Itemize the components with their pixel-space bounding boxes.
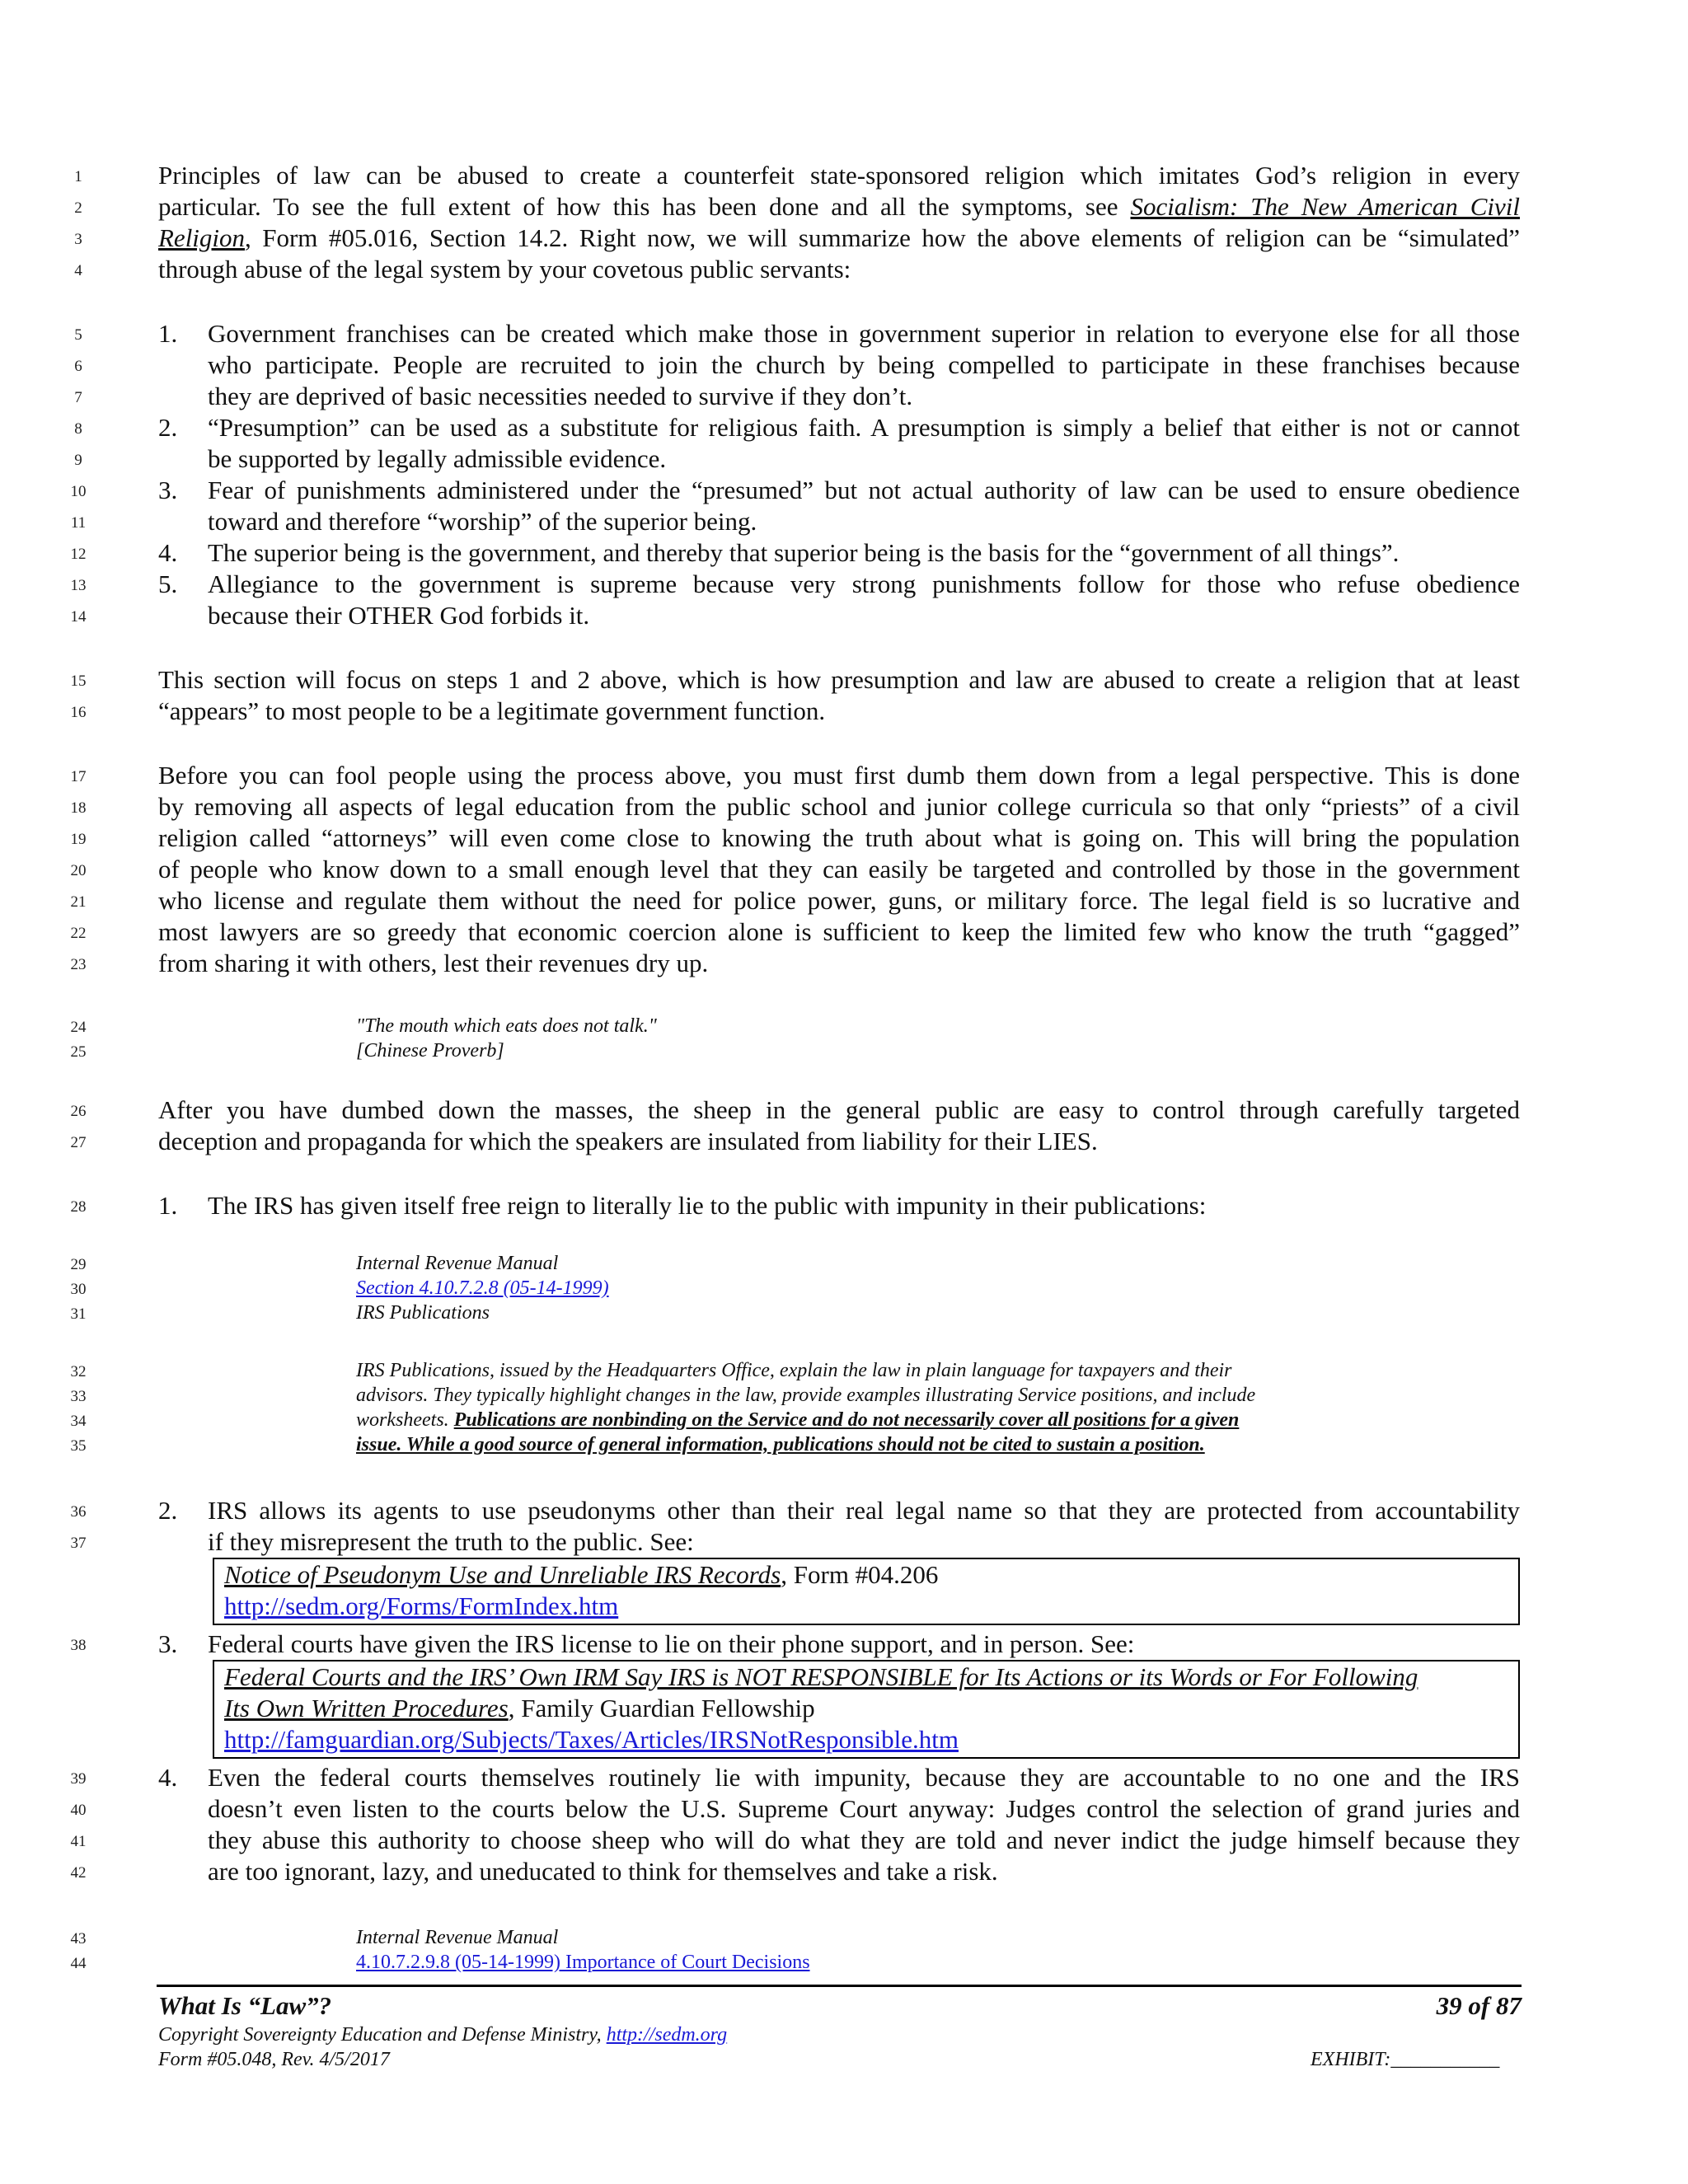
paragraph-line: Before you can fool people using the process above, you must first dumb them down from a legal perspective. This is done [158, 761, 1520, 790]
irs-not-responsible-link[interactable]: Its Own Written Procedures [224, 1694, 509, 1722]
reference-title [224, 1693, 1508, 1724]
list-item-line: be supported by legally admissible evidence. [208, 444, 667, 473]
paragraph-line [158, 191, 1520, 223]
exhibit-label: EXHIBIT:___________ [1311, 2049, 1500, 2070]
text-span: , Family Guardian Fellowship [508, 1694, 815, 1722]
list-number: 2. [158, 1496, 178, 1525]
paragraph-line: through abuse of the legal system by your covetous public servants: [158, 255, 851, 284]
line-number: 4 [74, 262, 82, 279]
line-number: 23 [70, 956, 87, 973]
line-number: 43 [70, 1930, 87, 1947]
line-number: 24 [70, 1019, 87, 1036]
list-item-line: The IRS has given itself free reign to literally lie to the public with impunity in their publications: [208, 1191, 1207, 1220]
line-number: 21 [70, 893, 87, 911]
line-number: 18 [70, 799, 87, 817]
line-number: 15 [70, 673, 87, 690]
irm-text [356, 1408, 1239, 1432]
paragraph-line: most lawyers are so greedy that economic coercion alone is sufficient to keep the limited few who know the truth “gagged” [158, 917, 1520, 946]
list-number: 3. [158, 476, 178, 504]
line-number: 27 [70, 1134, 87, 1151]
copyright-line [158, 2024, 727, 2046]
list-item-line: Government franchises can be created which make those in government superior in relation to everyone else for all those [208, 319, 1520, 348]
line-number: 9 [74, 452, 82, 469]
line-number: 2 [74, 199, 82, 217]
page-number: 39 of 87 [1436, 1991, 1522, 2020]
list-item-line: because their OTHER God forbids it. [208, 601, 590, 630]
line-number: 39 [70, 1770, 87, 1788]
line-number: 13 [70, 577, 87, 594]
reference-box [213, 1660, 1520, 1759]
line-number: 10 [70, 483, 87, 500]
line-number: 29 [70, 1256, 87, 1273]
line-number: 20 [70, 862, 87, 879]
list-number: 4. [158, 538, 178, 567]
list-number: 1. [158, 1191, 178, 1220]
line-number: 37 [70, 1535, 87, 1552]
line-number: 32 [70, 1363, 87, 1380]
text-span: particular. To see the full extent of how this has been done and all the symptoms, see [158, 192, 1131, 221]
line-number: 33 [70, 1388, 87, 1405]
list-item-line: toward and therefore “worship” of the superior being. [208, 507, 757, 536]
list-number: 3. [158, 1629, 178, 1658]
line-number: 28 [70, 1198, 87, 1216]
list-item-line: are too ignorant, lazy, and uneducated to think for themselves and take a risk. [208, 1857, 998, 1886]
paragraph-line: deception and propaganda for which the speakers are insulated from liability for their LIES. [158, 1127, 1098, 1155]
line-number: 5 [74, 326, 82, 344]
line-number: 36 [70, 1503, 87, 1521]
emphasis-text: issue. While a good source of general information, publications should not be cited to sustain a position. [356, 1434, 1205, 1455]
line-number: 42 [70, 1864, 87, 1882]
sedm-home-link[interactable]: http://sedm.org [606, 2024, 728, 2046]
irm-section-link[interactable]: Section 4.10.7.2.8 (05-14-1999) [356, 1277, 609, 1299]
paragraph-line: After you have dumbed down the masses, the sheep in the general public are easy to control through carefully targeted [158, 1095, 1520, 1124]
text-span: Copyright Sovereignty Education and Defense Ministry, [158, 2024, 607, 2046]
line-number: 8 [74, 420, 82, 438]
text-span: , Form #04.206 [781, 1560, 939, 1589]
irm-text: IRS Publications, issued by the Headquarters Office, explain the law in plain language for taxpayers and their [356, 1360, 1232, 1381]
line-number: 14 [70, 608, 87, 626]
paragraph-line: Principles of law can be abused to create a counterfeit state-sponsored religion which imitates God’s religion in every [158, 161, 1520, 190]
paragraph-line: of people who know down to a small enough level that they can easily be targeted and controlled by those in the government [158, 855, 1520, 883]
line-number: 44 [70, 1955, 87, 1972]
list-item-line: Fear of punishments administered under the “presumed” but not actual authority of law can be used to ensure obedience [208, 476, 1520, 504]
paragraph-line: This section will focus on steps 1 and 2 above, which is how presumption and law are abused to create a religion that at least [158, 665, 1520, 694]
irm-court-decisions-link[interactable]: 4.10.7.2.9.8 (05-14-1999) Importance of Court Decisions [356, 1952, 810, 1973]
line-number: 1 [74, 168, 82, 185]
line-number: 35 [70, 1437, 87, 1455]
irm-heading: IRS Publications [356, 1302, 490, 1324]
text-span: , Form #05.016, Section 14.2. Right now, we will summarize how the above elements of religion can be “simulated” [245, 223, 1520, 252]
line-number: 34 [70, 1413, 87, 1430]
line-number: 16 [70, 704, 87, 721]
proverb-source: [Chinese Proverb] [356, 1040, 504, 1062]
pseudonym-notice-link[interactable]: Notice of Pseudonym Use and Unreliable IRS Records [224, 1560, 781, 1589]
list-item-line: Federal courts have given the IRS license to lie on their phone support, and in person. See: [208, 1629, 1135, 1658]
line-number: 11 [70, 514, 87, 532]
document-title: What Is “Law”? [158, 1991, 332, 2020]
list-number: 5. [158, 569, 178, 598]
line-number: 41 [70, 1833, 87, 1850]
footer-divider [157, 1985, 1522, 1987]
paragraph-line: who license and regulate them without the need for police power, guns, or military force. The legal field is so lucrative and [158, 886, 1520, 915]
sedm-forms-url-link[interactable]: http://sedm.org/Forms/FormIndex.htm [224, 1591, 619, 1620]
list-item-line: who participate. People are recruited to join the church by being compelled to participate in these franchises because [208, 350, 1520, 379]
list-item-line: “Presumption” can be used as a substitute for religious faith. A presumption is simply a belief that either is not or cannot [208, 413, 1520, 442]
line-number: 3 [74, 231, 82, 248]
paragraph-line: from sharing it with others, lest their revenues dry up. [158, 949, 709, 977]
line-number: 19 [70, 831, 87, 848]
proverb-quote: "The mouth which eats does not talk." [356, 1015, 657, 1037]
form-revision: Form #05.048, Rev. 4/5/2017 [158, 2049, 390, 2070]
line-number: 22 [70, 925, 87, 942]
list-item-line: they are deprived of basic necessities needed to survive if they don’t. [208, 382, 913, 410]
famguardian-url-link[interactable]: http://famguardian.org/Subjects/Taxes/Articles/IRSNotResponsible.htm [224, 1725, 959, 1754]
line-number: 40 [70, 1802, 87, 1819]
list-number: 4. [158, 1763, 178, 1792]
list-number: 2. [158, 413, 178, 442]
line-number: 25 [70, 1043, 87, 1061]
reference-box [213, 1558, 1520, 1625]
line-number: 17 [70, 768, 87, 785]
religion-link[interactable]: Religion [158, 223, 246, 252]
emphasis-text: Publications are nonbinding on the Service and do not necessarily cover all positions for a given [453, 1409, 1240, 1431]
irm-source: Internal Revenue Manual [356, 1927, 559, 1948]
list-item-line: Allegiance to the government is supreme because very strong punishments follow for those who refuse obedience [208, 569, 1520, 598]
paragraph-line: by removing all aspects of legal education from the public school and junior college curricula so that only “priests” of a civil [158, 792, 1520, 821]
line-number: 12 [70, 546, 87, 563]
list-number: 1. [158, 319, 178, 348]
list-item-line: Even the federal courts themselves routinely lie with impunity, because they are accountable to no one and the IRS [208, 1763, 1520, 1792]
list-item-line: if they misrepresent the truth to the public. See: [208, 1527, 694, 1556]
irm-source: Internal Revenue Manual [356, 1253, 559, 1274]
line-number: 38 [70, 1637, 87, 1654]
list-item-line: IRS allows its agents to use pseudonyms other than their real legal name so that they are protected from accountability [208, 1496, 1520, 1525]
text-span: worksheets. [356, 1409, 454, 1431]
irs-not-responsible-link[interactable]: Federal Courts and the IRS’ Own IRM Say IRS is NOT RESPONSIBLE for Its Actions or its Words or For Following [224, 1662, 1418, 1691]
reference-title [224, 1559, 1508, 1591]
list-item-line: The superior being is the government, and thereby that superior being is the basis for the “government of all things”. [208, 538, 1400, 567]
list-item-line: they abuse this authority to choose sheep who will do what they are told and never indict the judge himself because they [208, 1825, 1520, 1854]
line-number: 26 [70, 1103, 87, 1120]
line-number: 31 [70, 1305, 87, 1323]
socialism-link[interactable]: Socialism: The New American Civil [1130, 192, 1520, 221]
paragraph-line: religion called “attorneys” will even come close to knowing the truth about what is going on. This will bring the population [158, 823, 1520, 852]
paragraph-line: “appears” to most people to be a legitimate government function. [158, 696, 826, 725]
line-number: 30 [70, 1281, 87, 1298]
list-item-line: doesn’t even listen to the courts below the U.S. Supreme Court anyway: Judges control the selection of grand juries and [208, 1794, 1520, 1823]
paragraph-line [158, 223, 1520, 254]
irm-text: advisors. They typically highlight changes in the law, provide examples illustrating Service positions, and include [356, 1385, 1256, 1406]
line-number: 6 [74, 358, 82, 375]
line-number: 7 [74, 389, 82, 406]
